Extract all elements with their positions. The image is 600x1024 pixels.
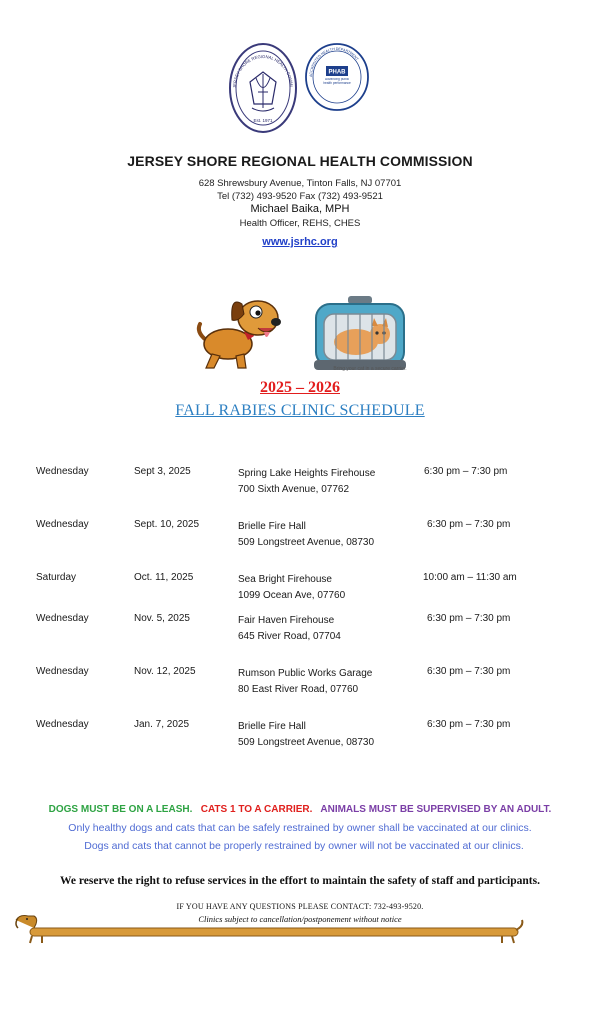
organization-name: JERSEY SHORE REGIONAL HEALTH COMMISSION [127,153,473,169]
healthy-animals-rule: Only healthy dogs and cats that can be safely restrained by owner shall be vaccinated at our clinics. [68,822,532,834]
clinic-venue: Brielle Fire Hall [238,721,306,732]
carrier-rule: CATS 1 TO A CARRIER. [200,804,313,815]
clinic-date: Sept. 10, 2025 [134,519,200,530]
clinic-location [238,572,345,604]
health-officer-title: Health Officer, REHS, CHES [239,218,361,229]
leash-rule: DOGS MUST BE ON A LEASH. [48,804,193,815]
cartoon-dog-illustration [192,288,290,372]
clinic-time: 6:30 pm – 7:30 pm [424,466,508,477]
clinic-address: 1099 Ocean Ave, 07760 [238,590,346,601]
carrier-caption: Bring your cat in a secure carrier. [333,366,407,372]
clinic-venue: Sea Bright Firehouse [238,574,332,585]
website-link[interactable]: www.jsrhc.org [262,236,338,248]
clinic-time: 6:30 pm – 7:30 pm [427,519,511,530]
street-address: 628 Shrewsbury Avenue, Tinton Falls, NJ 07701 [198,178,402,189]
clinic-day: Wednesday [36,719,89,730]
clinic-location [238,666,372,698]
seal-text: JERSEY SHORE REGIONAL HEALTH COMMI [231,53,294,89]
clinic-time: 10:00 am – 11:30 am [423,572,517,583]
clinic-location [238,613,341,645]
commission-seal-logo [228,42,298,134]
phone-fax: Tel (732) 493-9520 Fax (732) 493-9521 [217,191,383,202]
clinic-day: Wednesday [36,519,89,530]
supervision-rule: ANIMALS MUST BE SUPERVISED BY AN ADULT. [320,804,552,815]
clinic-address: 700 Sixth Avenue, 07762 [238,484,350,495]
contact-phone-notice: IF YOU HAVE ANY QUESTIONS PLEASE CONTACT: 732-493-9520. [176,902,424,911]
clinic-location [238,466,375,498]
clinic-venue: Rumson Public Works Garage [238,668,373,679]
phab-name: PHAB [328,69,346,76]
clinic-location [238,519,374,551]
clinic-address: 509 Longstreet Avenue, 08730 [238,537,375,548]
clinic-day: Wednesday [36,666,89,677]
refusal-notice: We reserve the right to refuse services in the effort to maintain the safety of staff and participants. [60,875,540,887]
clinic-day: Wednesday [36,466,89,477]
clinic-time: 6:30 pm – 7:30 pm [427,666,511,677]
clinic-address: 645 River Road, 07704 [238,631,341,642]
clinic-location [238,719,374,751]
health-officer-name: Michael Baika, MPH [250,203,350,215]
seal-year: Est. 1971 [253,118,273,123]
clinic-day: Wednesday [36,613,89,624]
clinic-date: Oct. 11, 2025 [134,572,194,583]
clinic-date: Nov. 5, 2025 [134,613,190,624]
clinic-venue: Brielle Fire Hall [238,521,306,532]
clinic-venue: Spring Lake Heights Firehouse [238,468,376,479]
phab-tagline: Advancing public health performance [323,78,351,85]
cat-carrier-illustration [308,296,412,376]
season-years-heading: 2025 – 2026 [260,379,340,396]
cancellation-notice: Clinics subject to cancellation/postponement without notice [198,914,402,924]
clinic-time: 6:30 pm – 7:30 pm [427,613,511,624]
clinic-day: Saturday [36,572,77,583]
clinic-rules-line [0,804,600,815]
clinic-venue: Fair Haven Firehouse [238,615,335,626]
phab-ring-text: ACCREDITED HEALTH DEPARTMENT [308,46,360,78]
clinic-time: 6:30 pm – 7:30 pm [427,719,511,730]
clinic-address: 509 Longstreet Avenue, 08730 [238,737,375,748]
schedule-heading: FALL RABIES CLINIC SCHEDULE [175,402,425,419]
clinic-address: 80 East River Road, 07760 [238,684,359,695]
clinic-date: Sept 3, 2025 [134,466,191,477]
clinic-date: Jan. 7, 2025 [134,719,190,730]
phab-accreditation-logo [304,42,370,112]
clinic-date: Nov. 12, 2025 [134,666,196,677]
restraint-rule: Dogs and cats that cannot be properly restrained by owner will not be vaccinated at our clinics. [84,840,524,852]
